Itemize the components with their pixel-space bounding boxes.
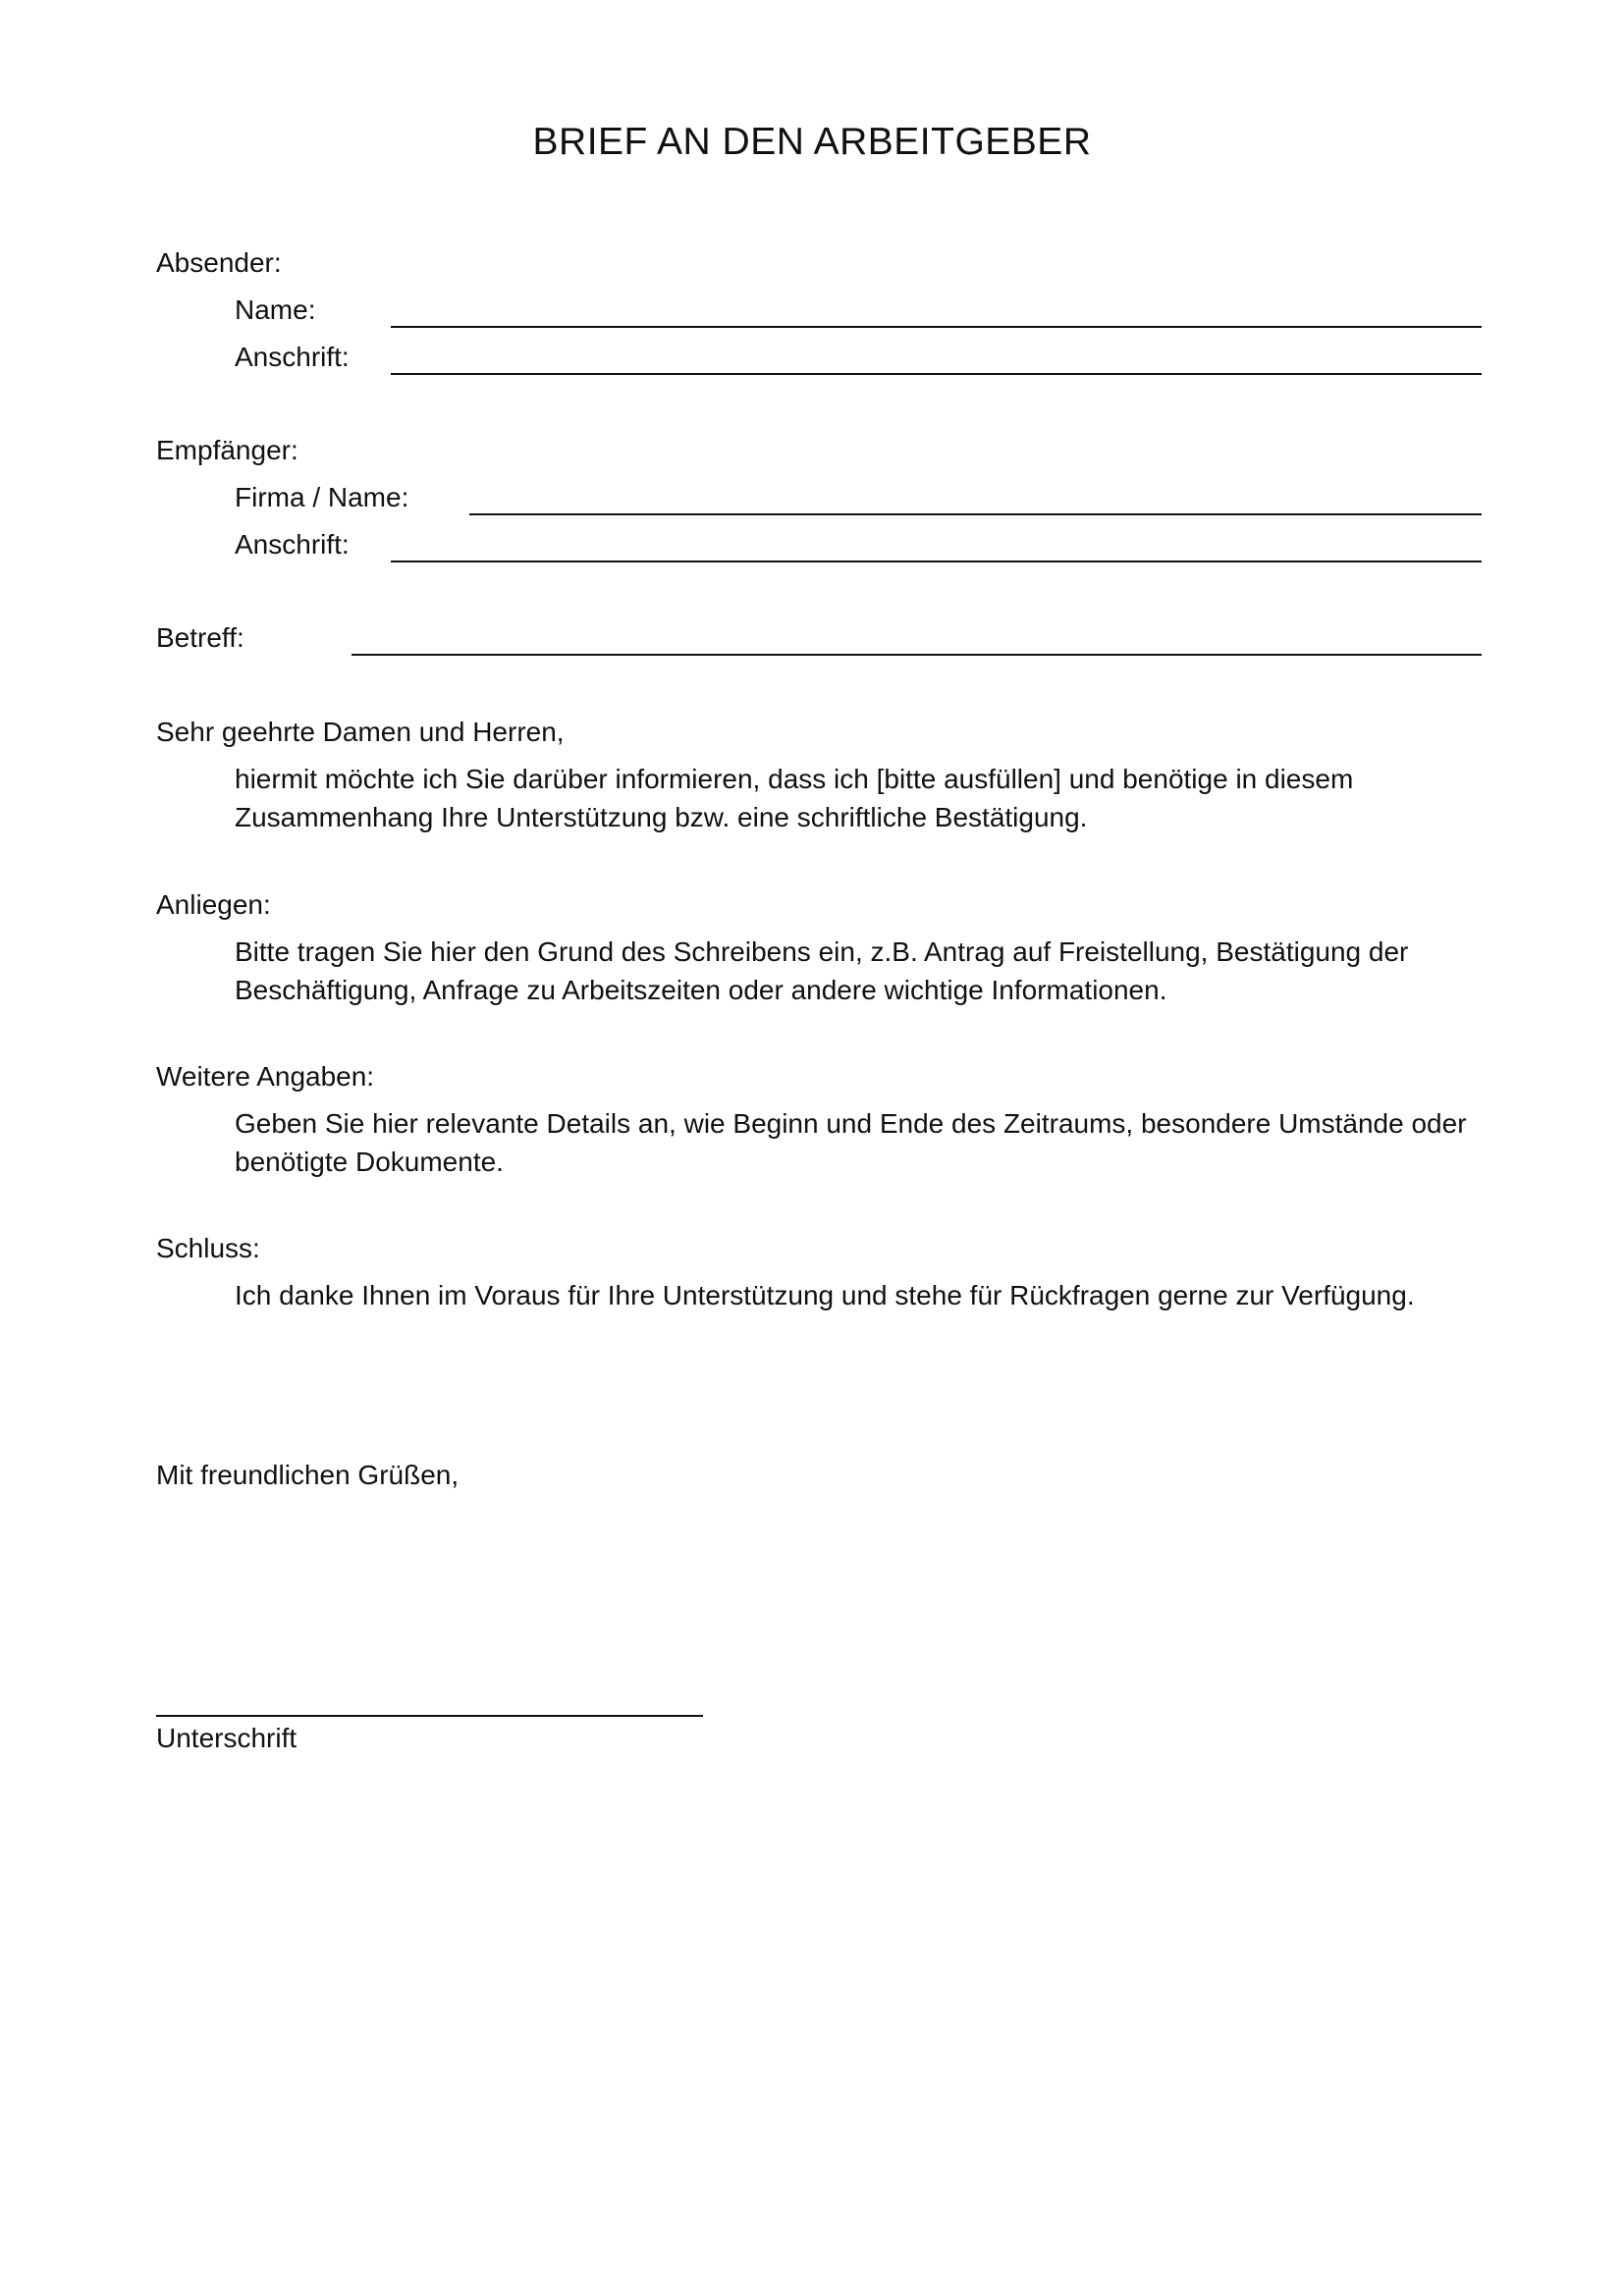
details-heading: Weitere Angaben: bbox=[156, 1061, 375, 1092]
signature-field[interactable] bbox=[156, 1715, 703, 1717]
closing-heading: Schluss: bbox=[156, 1233, 260, 1263]
subject-label: Betreff: bbox=[156, 622, 244, 653]
sender-name-field[interactable] bbox=[391, 326, 1482, 328]
recipient-address-field[interactable] bbox=[391, 561, 1482, 562]
recipient-company-label: Firma / Name: bbox=[235, 482, 409, 512]
sender-heading: Absender: bbox=[156, 247, 282, 278]
intro-paragraph: hiermit möchte ich Sie darüber informieren, dass ich [bitte ausfüllen] und benötige in diesem Zusammenhang Ihre Unterstützung bzw. eine schriftliche Bestätigung. bbox=[235, 764, 1354, 832]
sender-address-field[interactable] bbox=[391, 373, 1482, 375]
subject-field[interactable] bbox=[352, 654, 1482, 656]
salutation: Sehr geehrte Damen und Herren, bbox=[156, 717, 565, 747]
sender-address-label: Anschrift: bbox=[235, 342, 350, 372]
recipient-heading: Empfänger: bbox=[156, 435, 298, 465]
signature-label: Unterschrift bbox=[156, 1723, 298, 1753]
details-paragraph: Geben Sie hier relevante Details an, wie Beginn und Ende des Zeitraums, besondere Umstände oder benötigte Dokumente. bbox=[235, 1108, 1467, 1177]
concern-heading: Anliegen: bbox=[156, 889, 271, 920]
recipient-company-field[interactable] bbox=[469, 513, 1482, 515]
sender-name-label: Name: bbox=[235, 294, 316, 325]
concern-paragraph: Bitte tragen Sie hier den Grund des Schreibens ein, z.B. Antrag auf Freistellung, Bestätigung der Beschäftigung, Anfrage zu Arbeitszeiten oder andere wichtige Informationen. bbox=[235, 936, 1409, 1005]
document-title: BRIEF AN DEN ARBEITGEBER bbox=[532, 121, 1092, 163]
closing-paragraph: Ich danke Ihnen im Voraus für Ihre Unterstützung und stehe für Rückfragen gerne zur Verfügung. bbox=[235, 1280, 1415, 1310]
regards: Mit freundlichen Grüßen, bbox=[156, 1460, 460, 1490]
recipient-address-label: Anschrift: bbox=[235, 529, 350, 560]
